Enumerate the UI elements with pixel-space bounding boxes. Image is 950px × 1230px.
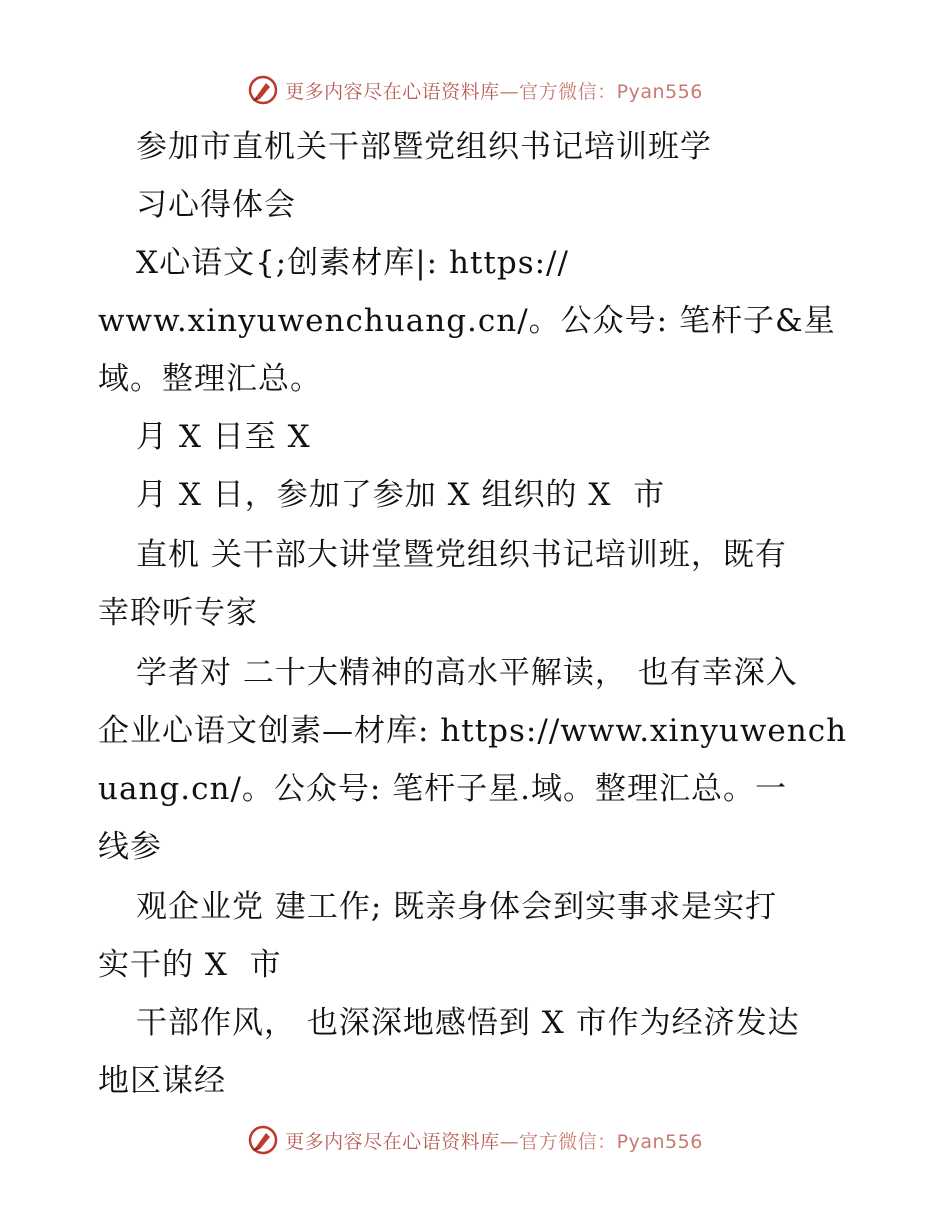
footer-banner-sub: —官方微信：Pyan556 (499, 1130, 703, 1153)
doc-line: 线参 (98, 829, 162, 865)
doc-line: 观企业党 建工作; 既亲身体会到实事求是实打 (136, 889, 778, 925)
doc-line: 直机 关干部大讲堂暨党组织书记培训班，既有 (136, 537, 787, 573)
doc-line: 参加市直机关干部暨党组织书记培训班学 (136, 129, 712, 165)
doc-line: X心语文{;创素材库|: https:// (136, 245, 569, 281)
doc-line: 幸聆听专家 (98, 595, 258, 631)
pen-nib-logo-icon (247, 74, 279, 106)
doc-line: 学者对 二十大精神的高水平解读， 也有幸深入 (136, 655, 798, 691)
header-banner-sub: —官方微信：Pyan556 (499, 80, 703, 103)
footer-banner (0, 1120, 950, 1160)
doc-line: 月 X 日，参加了参加 X 组织的 X 市 (136, 477, 666, 513)
footer-banner-text (285, 1127, 703, 1154)
doc-line: 企业心语文创素—材库: https://www.xinyuwench (98, 713, 848, 749)
doc-line: 习心得体会 (136, 187, 296, 223)
pen-nib-logo-icon (247, 1124, 279, 1156)
header-banner (0, 70, 950, 110)
doc-line: 域。整理汇总。 (98, 361, 322, 397)
doc-line: 干部作风， 也深深地感悟到 X 市作为经济发达 (136, 1005, 800, 1041)
header-banner-main: 更多内容尽在心语资料库 (285, 80, 500, 103)
doc-line: 地区谋经 (98, 1063, 226, 1099)
doc-line: 月 X 日至 X (136, 419, 311, 455)
header-banner-text (285, 77, 703, 104)
doc-line: www.xinyuwenchuang.cn/。公众号: 笔杆子&星 (98, 303, 836, 339)
doc-line: uang.cn/。公众号: 笔杆子星.域。整理汇总。一 (98, 771, 788, 807)
doc-line: 实干的 X 市 (98, 947, 282, 983)
footer-banner-main: 更多内容尽在心语资料库 (285, 1130, 500, 1153)
